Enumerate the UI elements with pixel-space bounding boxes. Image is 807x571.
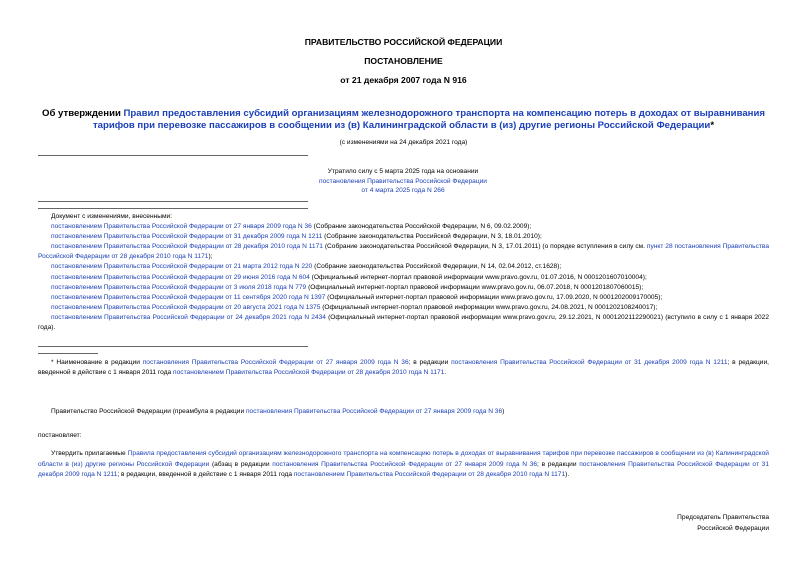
lost-force-link-1[interactable]: постановления Правительства Российской Федерации (319, 177, 487, 185)
amendment-link[interactable]: постановлением Правительства Российской Федерации от 31 декабря 2009 года N 1211 (51, 233, 323, 241)
document-date-number: от 21 декабря 2007 года N 916 (340, 75, 467, 85)
divider-line (38, 208, 308, 209)
footnote-link[interactable]: постановлением Правительства Российской Федерации от 28 декабря 2010 года N 1171 (173, 369, 445, 376)
preamble-link[interactable]: постановления Правительства Российской Федерации от 27 января 2009 года N 36 (245, 408, 503, 415)
list-item: постановлением Правительства Российской Федерации от 11 сентября 2020 года N 1397 (Официальный интернет-портал правовой информации www.pravo.gov.ru, 17.09.2020, N 0001202009170005); (51, 293, 663, 301)
list-item: постановлением Правительства Российской Федерации от 29 июня 2016 года N 604 (Официальный интернет-портал правовой информации www.pravo.gov.ru, 01.07.2016, N 0001201607010004); (51, 273, 647, 281)
list-item: постановлением Правительства Российской Федерации от 28 декабря 2010 года N 1171 (Собрание законодательства Российской Федерации, N 3, 17.01.2011) (о порядке вступления в силу см. пункт 28 постановления Правительства Российской Федерации от 28 декабря 2010 года N 1171); (38, 243, 769, 261)
resolves-text: постановляет: (38, 432, 82, 439)
title-asterisk: * (710, 120, 715, 131)
footnote-link[interactable]: постановления Правительства Российской Федерации от 31 декабря 2009 года N 1211 (451, 359, 728, 366)
amendment-link[interactable]: постановления Правительства Российской Федерации от 27 января 2009 года N 36 (272, 460, 538, 468)
divider-line (38, 201, 308, 202)
divider-line (38, 346, 308, 347)
amendment-link[interactable]: постановлением Правительства Российской Федерации от 11 сентября 2020 года N 1397 (51, 293, 326, 301)
approve-paragraph: Утвердить прилагаемые Правила предоставления субсидий организациям железнодорожного транспорта на компенсацию потерь в доходах от выравнивания тарифов при перевозке пассажиров в сообщении из (в) Калининградской области в (из) другие регионы Российской Федерации (абзац в редакции постановления Правительства Российской Федерации от 27 января 2009 года N 36; в редакции постановления Правительства Российской Федерации от 31 декабря 2009 года N 1211; в редакции, введенной в действие с 1 января 2011 года постановлением Правительства Российской Федерации от 28 декабря 2010 года N 1171). (38, 450, 769, 479)
amendment-link[interactable]: постановлением Правительства Российской Федерации от 24 декабря 2021 года N 2434 (51, 313, 326, 321)
amendments-list (38, 212, 769, 333)
signature-line-1: Председатель Правительства (677, 514, 769, 521)
list-item: постановлением Правительства Российской Федерации от 21 марта 2012 года N 220 (Собрание законодательства Российской Федерации, N 14, 02.04.2012, ст.1628); (51, 263, 562, 271)
title-prefix: Об утверждении (42, 108, 124, 119)
amendment-link[interactable]: постановлением Правительства Российской Федерации от 20 августа 2021 года N 1375 (51, 303, 321, 311)
title-rules-link[interactable]: Правил предоставления субсидий организациям железнодорожного транспорта на компенсацию потерь в доходах от выравнивания тарифов при перевозке пассажиров в сообщении из (в) Калининградской области в (из) другие регионы Российской Федерации (92, 108, 765, 131)
amendment-link[interactable]: пункт 28 постановления Правительства Российской Федерации от 28 декабря 2010 года N 1171 (38, 243, 769, 261)
amendment-link[interactable]: постановлением Правительства Российской Федерации от 28 декабря 2010 года N 1171 (293, 471, 566, 479)
preamble: Правительство Российской Федерации (преамбула в редакции постановления Правительства Российской Федерации от 27 января 2009 года N 36) (51, 408, 505, 415)
document-type-heading: ПОСТАНОВЛЕНИЕ (364, 56, 443, 66)
document-title (38, 108, 769, 132)
signature-line-2: Российской Федерации (697, 525, 769, 532)
amendment-link[interactable]: постановлением Правительства Российской Федерации от 3 июля 2018 года N 779 (51, 283, 307, 291)
amendment-link[interactable]: постановлением Правительства Российской Федерации от 21 марта 2012 года N 220 (51, 263, 313, 271)
government-heading: ПРАВИТЕЛЬСТВО РОССИЙСКОЙ ФЕДЕРАЦИИ (304, 37, 503, 47)
changes-note: (с изменениями на 24 декабря 2021 года) (339, 139, 468, 146)
footnote: * Наименование в редакции постановления Правительства Российской Федерации от 27 января 2009 года N 36; в редакции постановления Правительства Российской Федерации от 31 декабря 2009 года N 1211; в редакции, введенной в действие с 1 января 2011 года постановлением Правительства Российской Федерации от 28 декабря 2010 года N 1171. (38, 359, 770, 376)
footnote-divider (38, 353, 98, 354)
list-item: постановлением Правительства Российской Федерации от 31 декабря 2009 года N 1211 (Собрание законодательства Российской Федерации, N 3, 18.01.2010); (51, 233, 542, 241)
amendments-intro: Документ с изменениями, внесенными: (51, 213, 173, 220)
amendment-link[interactable]: постановления Правительства Российской Федерации от 31 декабря 2009 года N 1211 (38, 460, 769, 479)
lost-force-notice (278, 167, 528, 196)
divider-line (38, 155, 308, 156)
signature-block (569, 512, 769, 534)
list-item: постановлением Правительства Российской Федерации от 24 декабря 2021 года N 2434 (Официальный интернет-портал правовой информации www.pravo.gov.ru, 29.12.2021, N 0001202112290021) (вступило в силу с 1 января 2022 года). (38, 313, 769, 332)
list-item: постановлением Правительства Российской Федерации от 3 июля 2018 года N 779 (Официальный интернет-портал правовой информации www.pravo.gov.ru, 06.07.2018, N 0001201807060015); (51, 283, 644, 291)
amendment-link[interactable]: постановлением Правительства Российской Федерации от 27 января 2009 года N 36 (51, 223, 312, 231)
rules-link[interactable]: Правила предоставления субсидий организациям железнодорожного транспорта на компенсацию потерь в доходах от выравнивания тарифов при перевозке пассажиров в сообщении из (в) Калининградской области в (из) другие регионы Российской Федерации (38, 450, 769, 468)
lost-force-link-2[interactable]: от 4 марта 2025 года N 266 (361, 187, 445, 195)
lost-force-text: Утратило силу с 5 марта 2025 года на основании (327, 168, 479, 175)
footnote-link[interactable]: постановления Правительства Российской Федерации от 27 января 2009 года N 36 (142, 359, 409, 366)
amendment-link[interactable]: постановлением Правительства Российской Федерации от 28 декабря 2010 года N 1171 (51, 243, 323, 251)
amendment-link[interactable]: постановлением Правительства Российской Федерации от 29 июня 2016 года N 604 (51, 273, 310, 281)
list-item: постановлением Правительства Российской Федерации от 20 августа 2021 года N 1375 (Официальный интернет-портал правовой информации www.pravo.gov.ru, 24.08.2021, N 0001202108240017); (51, 303, 658, 311)
list-item: постановлением Правительства Российской Федерации от 27 января 2009 года N 36 (Собрание законодательства Российской Федерации, N 6, 09.02.2009); (51, 223, 532, 231)
